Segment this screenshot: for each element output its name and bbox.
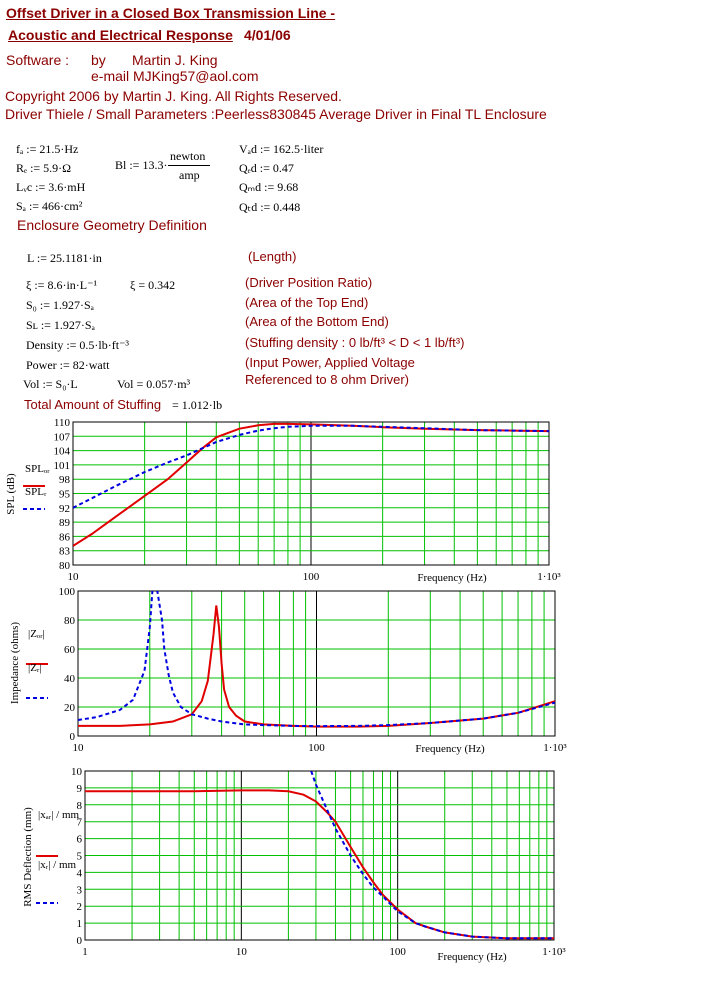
copyright-notice: Copyright 2006 by Martin J. King. All Rights Reserved. [5, 88, 342, 104]
y-tick-label: 83 [59, 545, 70, 558]
legend-label: |xₐᵣ| / mm [38, 809, 80, 821]
param-bl: Bl := 13.3· [115, 158, 168, 172]
x-tick-label: 1·10³ [543, 742, 567, 754]
geom-xi-note: (Driver Position Ratio) [245, 275, 373, 290]
geom-density: Density := 0.5·lb·ft⁻³ [26, 338, 130, 352]
x-tick-label: 10 [235, 946, 247, 958]
y-axis-label: Impedance (ohms) [9, 621, 21, 705]
geom-xi: ξ := 8.6·in·L⁻¹ [26, 278, 98, 292]
title-date: 4/01/06 [244, 27, 291, 43]
y-tick-label: 7 [76, 816, 82, 829]
driver-params-heading: Driver Thiele / Small Parameters :Peerless830845 Average Driver in Final TL Enclosure [5, 106, 547, 122]
impedance-chart [9, 586, 567, 755]
x-tick-label: 10 [72, 742, 84, 754]
y-axis-label: RMS Deflection (mm) [22, 807, 34, 907]
y-tick-label: 95 [59, 488, 70, 501]
y-tick-label: 0 [69, 731, 75, 743]
geom-power-note-1: (Input Power, Applied Voltage [245, 355, 415, 370]
y-tick-label: 4 [76, 867, 82, 880]
software-label: Software : [6, 52, 70, 68]
y-axis-label: SPL (dB) [5, 473, 17, 515]
y-tick-label: 1 [76, 918, 82, 931]
y-tick-label: 2 [76, 901, 82, 914]
y-tick-label: 110 [53, 417, 70, 429]
x-axis-label: Frequency (Hz) [415, 743, 485, 755]
y-tick-label: 92 [59, 502, 70, 515]
stuffing-value: = 1.012·lb [172, 398, 223, 412]
y-tick-label: 98 [59, 474, 70, 487]
geom-sl: Sʟ := 1.927·Sₐ [26, 318, 95, 332]
author-name: Martin J. King [132, 52, 218, 68]
y-tick-label: 9 [76, 782, 82, 795]
geom-vol-value: Vol = 0.057·m³ [117, 377, 191, 391]
y-tick-label: 89 [59, 517, 70, 530]
geom-xi-value: ξ = 0.342 [130, 278, 176, 292]
legend-label: |Zₒᵣ| [28, 628, 45, 640]
x-tick-label: 1·10³ [542, 946, 566, 958]
x-tick-label: 100 [389, 946, 406, 958]
geom-s0: S₀ := 1.927·Sₐ [26, 298, 94, 312]
geom-length-note: (Length) [248, 249, 297, 264]
geom-vol: Vol := S₀·L [23, 377, 78, 391]
param-vad: Vₐd := 162.5·liter [239, 142, 324, 156]
param-qed: Qₑd := 0.47 [239, 161, 294, 175]
y-tick-label: 6 [76, 833, 82, 846]
title-line2: Acoustic and Electrical Response [8, 27, 233, 43]
geom-sl-note: (Area of the Bottom End) [245, 314, 389, 329]
spl-chart [5, 417, 561, 584]
geometry-section-title: Enclosure Geometry Definition [17, 217, 207, 233]
geom-power-note-2: Referenced to 8 ohm Driver) [245, 372, 410, 387]
y-tick-label: 86 [59, 531, 70, 544]
param-re: Rₑ := 5.9·Ω [16, 161, 72, 175]
legend-label: |xᵣ| / mm [38, 859, 77, 871]
param-fd: fₐ := 21.5·Hz [16, 142, 79, 156]
y-tick-label: 3 [76, 884, 82, 897]
y-tick-label: 80 [59, 560, 70, 572]
x-axis-label: Frequency (Hz) [417, 572, 487, 584]
legend-label: SPLₒᵣ [25, 463, 50, 475]
y-tick-label: 10 [71, 766, 82, 778]
y-tick-label: 104 [53, 445, 70, 458]
deflection-chart [22, 766, 566, 963]
y-tick-label: 101 [53, 459, 70, 472]
param-bl-numerator: newton [170, 149, 206, 163]
param-qmd: Qₘd := 9.68 [239, 180, 299, 194]
y-tick-label: 8 [76, 799, 82, 812]
y-tick-label: 5 [76, 850, 82, 863]
geom-power: Power := 82·watt [26, 358, 110, 372]
y-tick-label: 80 [64, 615, 75, 627]
author-email: e-mail MJKing57@aol.com [91, 68, 259, 84]
x-tick-label: 1 [82, 946, 88, 958]
y-tick-label: 40 [64, 673, 75, 685]
legend-label: |Zᵣ| [28, 662, 42, 674]
legend-label: SPLᵣ [25, 486, 47, 498]
stuffing-label: Total Amount of Stuffing [24, 397, 162, 412]
geom-density-note: (Stuffing density : 0 lb/ft³ < D < 1 lb/ft³) [245, 335, 465, 350]
title-line1: Offset Driver in a Closed Box Transmission Line - [6, 5, 336, 21]
x-tick-label: 1·10³ [537, 571, 561, 583]
y-tick-label: 100 [58, 586, 75, 598]
y-tick-label: 60 [64, 644, 75, 656]
y-tick-label: 107 [53, 431, 70, 444]
x-tick-label: 100 [302, 571, 320, 583]
param-sd: Sₐ := 466·cm² [16, 199, 83, 213]
param-bl-denominator: amp [179, 168, 200, 182]
param-qtd: Qₜd := 0.448 [239, 200, 301, 214]
geom-length: L := 25.1181·in [27, 251, 102, 265]
x-axis-label: Frequency (Hz) [437, 951, 507, 963]
y-tick-label: 0 [76, 935, 82, 947]
y-tick-label: 20 [64, 702, 75, 714]
geom-s0-note: (Area of the Top End) [245, 295, 369, 310]
x-tick-label: 10 [67, 571, 79, 583]
x-tick-label: 100 [308, 742, 325, 754]
param-lvc: Lᵥc := 3.6·mH [16, 180, 86, 194]
by-label: by [91, 52, 106, 68]
